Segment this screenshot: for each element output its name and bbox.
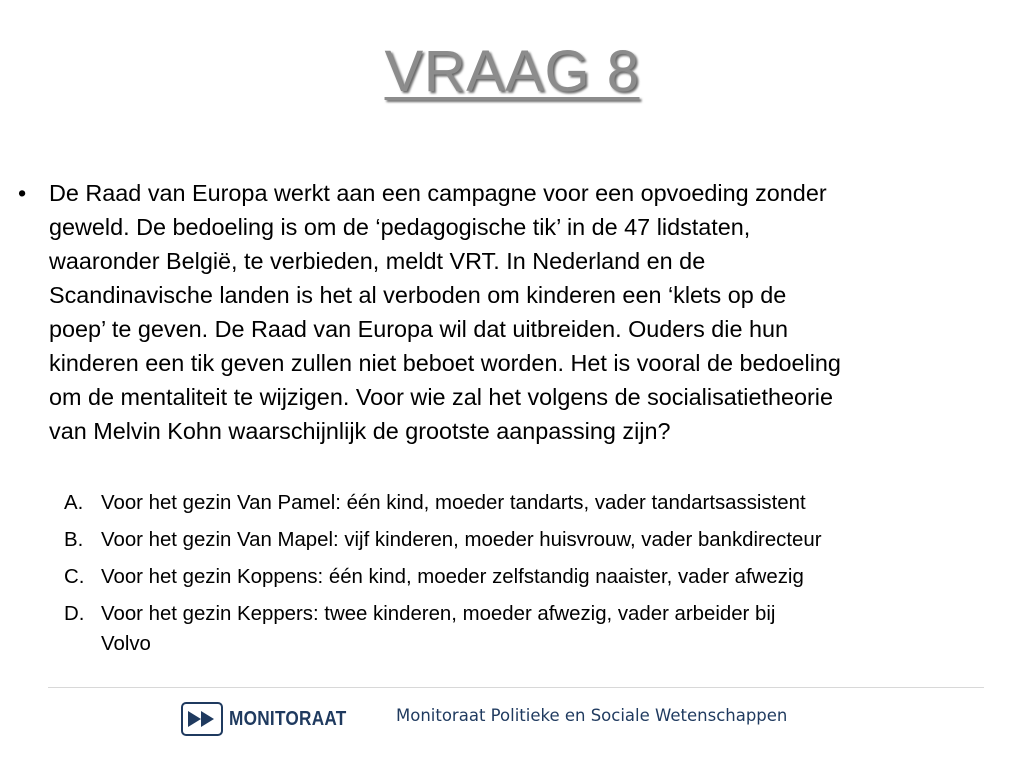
answer-letter: A. xyxy=(64,492,84,514)
footer-divider xyxy=(48,687,984,688)
answer-option-c xyxy=(64,562,1014,592)
bullet-marker: • xyxy=(18,180,27,206)
answer-letter: C. xyxy=(64,566,85,588)
answer-text: Voor het gezin Koppens: één kind, moeder zelfstandig naaister, vader afwezig xyxy=(101,566,804,588)
answer-letter: B. xyxy=(64,529,84,551)
answer-option-a xyxy=(64,488,1014,518)
fast-forward-icon-graphic xyxy=(186,709,218,729)
answer-list xyxy=(64,488,1014,666)
question-text: De Raad van Europa werkt aan een campagne voor een opvoeding zonder geweld. De bedoeling is om de ‘pedagogische tik’ in de 47 lidstaten, waaronder België, te verbieden, meldt VRT. In Nederland en de Scandinavische landen is het al verboden om kinderen een ‘klets op de poep’ te geven. De Raad van Europa wil dat uitbreiden. Ouders die hun kinderen een tik geven zullen niet beboet worden. Het is vooral de bedoeling om de mentaliteit te wijzigen. Voor wie zal het volgens de socialisatietheorie van Melvin Kohn waarschijnlijk de grootste aanpassing zijn? xyxy=(49,180,841,444)
answer-text: Voor het gezin Van Pamel: één kind, moeder tandarts, vader tandartsassistent xyxy=(101,492,806,514)
fast-forward-icon xyxy=(181,702,223,736)
monitoraat-logo xyxy=(181,700,366,738)
question-block xyxy=(18,176,1018,448)
slide-title: VRAAG 8 xyxy=(384,39,640,104)
footer-text: Monitoraat Politieke en Sociale Wetenschappen xyxy=(396,706,788,725)
answer-letter: D. xyxy=(64,603,85,625)
logo-text: MONITORAAT xyxy=(229,707,347,730)
answer-option-b xyxy=(64,525,1014,555)
answer-option-d xyxy=(64,599,1014,659)
answer-text: Voor het gezin Van Mapel: vijf kinderen, moeder huisvrouw, vader bankdirecteur xyxy=(101,529,822,551)
answer-text: Voor het gezin Keppers: twee kinderen, moeder afwezig, vader arbeider bij Volvo xyxy=(101,603,776,655)
